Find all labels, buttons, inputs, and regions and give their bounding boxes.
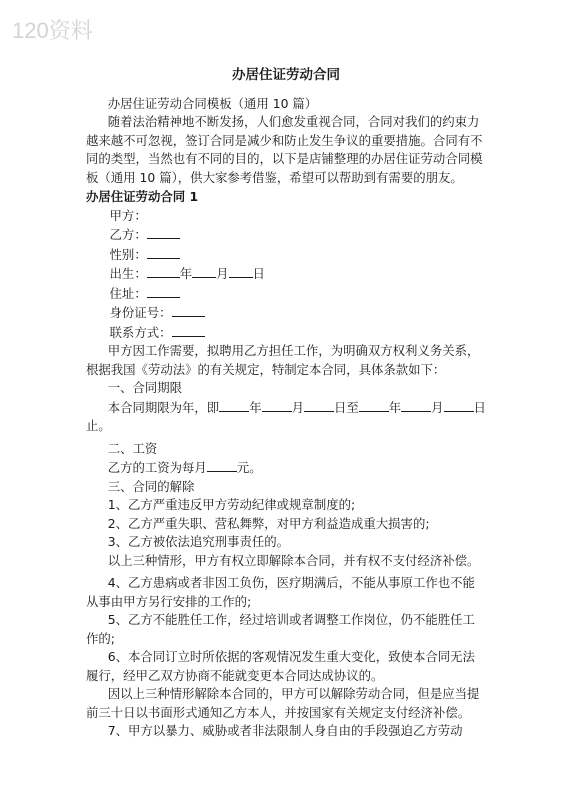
field-address: 住址： (110, 284, 486, 304)
field-id: 身份证号： (110, 303, 486, 323)
blank-line (359, 398, 389, 412)
blank-line (304, 398, 334, 412)
field-birth: 出生： 年 月 日 (109, 266, 265, 281)
field-jia: 甲方： (109, 207, 147, 223)
clause-7: 7、甲方以暴力、威胁或者非法限制人身自由的手段强迫乙方劳动 (107, 723, 463, 738)
field-gender: 性别： (110, 245, 486, 265)
clause-3-note: 以上三种情形，甲方有权立即解除本合同，并有权不支付经济补偿。 (107, 552, 480, 568)
clause-1: 1、乙方严重违反甲方劳动纪律或规章制度的; (107, 497, 356, 512)
blank-line (147, 245, 180, 259)
heading-term: 一、合同期限 (107, 380, 183, 395)
field-contact: 联系方式： (110, 323, 486, 343)
clause-5: 5、乙方不能胜任工作，经过培训或者调整工作岗位，仍不能胜任工作的; (86, 612, 475, 646)
blank-line (172, 303, 205, 317)
blank-line (401, 398, 431, 412)
heading-wage: 二、工资 (107, 440, 158, 456)
intro-line: 办居住证劳动合同模板（通用 10 篇） (107, 95, 318, 111)
blank-line (192, 264, 216, 278)
party-fields (86, 207, 486, 343)
blank-line (219, 398, 249, 412)
term-line: 本合同期限为年，即 年 月 日至 年 月 日止。 (86, 399, 486, 433)
intro-paragraph: 随着法治精神地不断发扬，人们愈发重视合同，合同对我们的约束力越来越不可忽视，签订合同是减少和防止发生争议的重要措施。合同有不同的类型，当然也有不同的目的，以下是店铺整理的办居住证劳动合同模板（通用 10 篇），供大家参考借鉴，希望可以帮助到有需要的朋友。 (86, 114, 483, 185)
clause-2: 2、乙方严重失职、营私舞弊，对甲方利益造成重大损害的; (107, 515, 430, 531)
document-page (86, 66, 486, 741)
blank-line (444, 398, 474, 412)
clause-6-note: 因以上三种情形解除本合同的，甲方可以解除劳动合同，但是应当提前三十日以书面形式通知乙方本人，并按国家有关规定支付经济补偿。 (86, 686, 480, 720)
blank-line (147, 264, 180, 278)
wage-line: 乙方的工资为每月 元。 (107, 460, 262, 475)
clause-3: 3、乙方被依法追究刑事责任的。 (107, 534, 290, 549)
watermark: 120资料 (12, 18, 93, 43)
clause-4: 4、乙方患病或者非因工负伤，医疗期满后，不能从事原工作也不能从事由甲方另行安排的工作的; (86, 575, 475, 609)
heading-termination: 三、合同的解除 (107, 478, 195, 494)
blank-line (147, 284, 180, 298)
field-yi: 乙方： (110, 225, 486, 245)
blank-line (207, 458, 237, 472)
blank-line (229, 264, 253, 278)
blank-line (147, 225, 180, 239)
clause-6: 6、本合同订立时所依据的客观情况发生重大变化，致使本合同无法履行，经甲乙双方协商不能就变更本合同达成协议的。 (86, 649, 475, 683)
section-title: 办居住证劳动合同 1 (86, 189, 199, 204)
blank-line (262, 398, 292, 412)
body-paragraph: 甲方因工作需要，拟聘用乙方担任工作，为明确双方权利义务关系，根据我国《劳动法》的有关规定，特制定本合同，具体条款如下： (86, 343, 480, 377)
blank-line (172, 323, 205, 337)
document-title: 办居住证劳动合同 (232, 67, 340, 83)
